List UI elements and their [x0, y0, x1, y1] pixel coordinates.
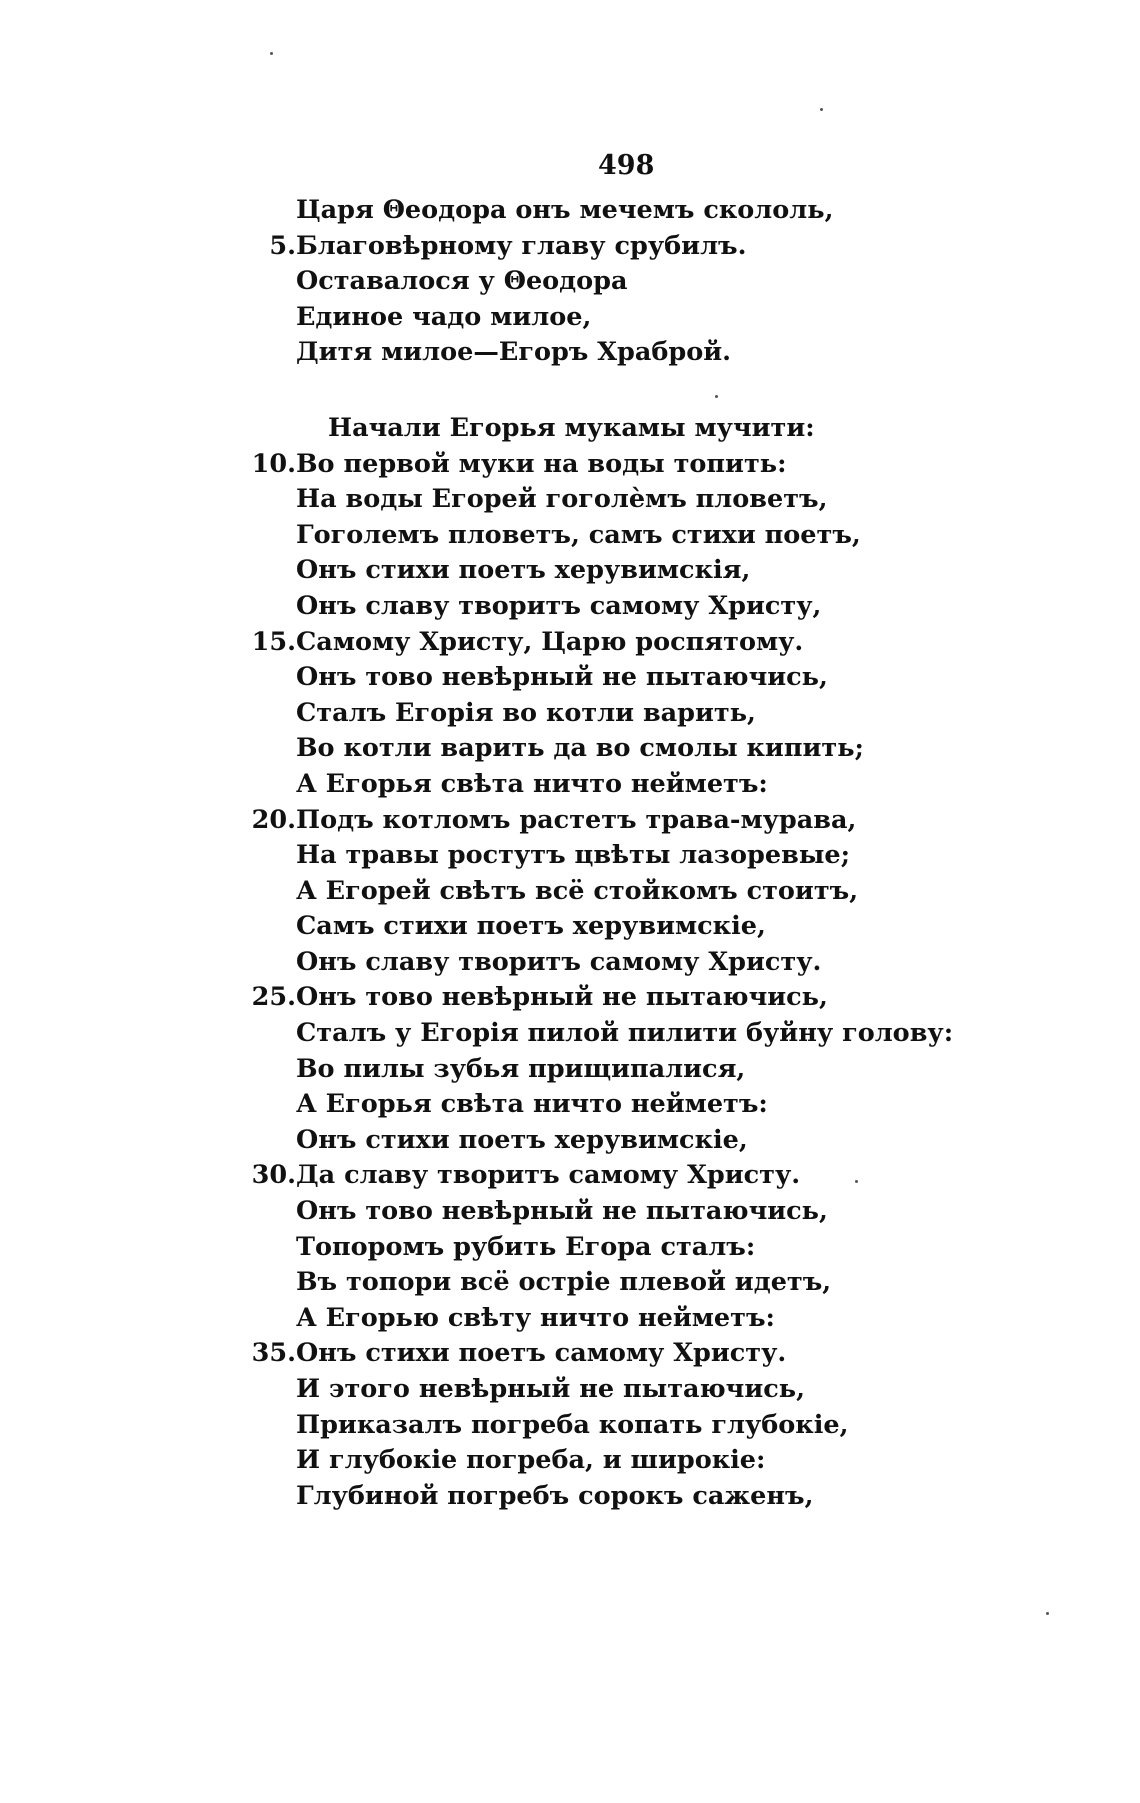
verse-line [0, 229, 1140, 265]
verse-text: Глубиной погребъ сорокъ саженъ, [296, 1480, 814, 1511]
verse-text: Гоголемъ пловетъ, самъ стихи поетъ, [296, 519, 861, 550]
verse-text: На воды Егорей гоголѐмъ пловетъ, [296, 484, 828, 515]
verse-text: Онъ тово невѣрный не пытаючись, [296, 662, 828, 693]
verse-line [0, 1087, 1140, 1123]
verse-line [0, 447, 1140, 483]
verse-text: Да славу творитъ самому Христу. [296, 1160, 801, 1191]
verse-text: Въ топори всё остріе плевой идетъ, [296, 1267, 832, 1298]
verse-line [0, 838, 1140, 874]
page-number: 498 [598, 150, 655, 181]
verse-text: И глубокіе погреба, и широкіе: [296, 1445, 766, 1476]
verse-line [0, 589, 1140, 625]
verse-text: Начали Егорья мукамы мучити: [328, 412, 815, 443]
verse-line [0, 1443, 1140, 1479]
verse-line [0, 264, 1140, 300]
verse-text: Оставалося у Θеодора [296, 266, 628, 297]
verse-line [0, 1052, 1140, 1088]
verse-line [0, 1230, 1140, 1266]
line-number: 15. [251, 626, 296, 657]
verse-text: Сталъ Егорія во котли варить, [296, 697, 756, 728]
verse-text: Дитя милое—Егоръ Храброй. [296, 337, 731, 368]
verse-line [0, 909, 1140, 945]
poem [0, 193, 1140, 1514]
verse-line [0, 300, 1140, 336]
verse-line [0, 1265, 1140, 1301]
verse-text: Онъ тово невѣрный не пытаючись, [296, 1196, 828, 1227]
verse-text: Сталъ у Егорія пилой пилити буйну голову: [296, 1018, 954, 1049]
verse-text: Самъ стихи поетъ херувимскіе, [296, 911, 766, 942]
verse-line [0, 1194, 1140, 1230]
verse-line [0, 1408, 1140, 1444]
verse-line [0, 696, 1140, 732]
verse-text: А Егорья свѣта ничто нейметъ: [296, 768, 768, 799]
verse-text: Онъ стихи поетъ херувимскія, [296, 555, 751, 586]
verse-text: Онъ славу творитъ самому Христу, [296, 590, 822, 621]
verse-line [0, 1123, 1140, 1159]
scan-speck [270, 52, 273, 55]
verse-line [0, 411, 1140, 447]
verse-line [0, 945, 1140, 981]
verse-text: Во первой муки на воды топить: [296, 448, 787, 479]
verse-line [0, 625, 1140, 661]
verse-text: Топоромъ рубить Егора сталъ: [296, 1231, 756, 1262]
verse-line [0, 803, 1140, 839]
verse-line [0, 1336, 1140, 1372]
line-number: 25. [251, 982, 296, 1013]
verse-line [0, 1372, 1140, 1408]
scan-speck [715, 395, 718, 398]
verse-line [0, 660, 1140, 696]
verse-line [0, 335, 1140, 371]
line-number: 10. [251, 448, 296, 479]
verse-text: Онъ стихи поетъ самому Христу. [296, 1338, 787, 1369]
verse-text: Во котли варить да во смолы кипить; [296, 733, 864, 764]
line-number: 35. [251, 1338, 296, 1369]
verse-text: Единое чадо милое, [296, 301, 592, 332]
verse-line [0, 1016, 1140, 1052]
verse-text: Благовѣрному главу срубилъ. [296, 230, 747, 261]
scan-speck [820, 108, 823, 111]
verse-text: Онъ славу творитъ самому Христу. [296, 946, 822, 977]
verse-line [0, 980, 1140, 1016]
verse-line [0, 518, 1140, 554]
verse-text: Онъ стихи поетъ херувимскіе, [296, 1124, 748, 1155]
line-number: 5. [269, 230, 296, 261]
verse-text: Во пилы зубья прищипалися, [296, 1053, 746, 1084]
verse-text: Приказалъ погреба копать глубокіе, [296, 1409, 849, 1440]
verse-text: А Егорей свѣтъ всё стойкомъ стоитъ, [296, 875, 859, 906]
verse-text: А Егорью свѣту ничто нейметъ: [296, 1302, 775, 1333]
verse-line [0, 482, 1140, 518]
stanza-break [0, 371, 1140, 411]
verse-text: Онъ тово невѣрный не пытаючись, [296, 982, 828, 1013]
verse-line [0, 1479, 1140, 1515]
verse-line [0, 1158, 1140, 1194]
verse-line [0, 874, 1140, 910]
scan-speck [855, 1180, 858, 1183]
verse-line [0, 767, 1140, 803]
verse-line [0, 731, 1140, 767]
verse-text: И этого невѣрный не пытаючись, [296, 1374, 805, 1404]
verse-line [0, 1301, 1140, 1337]
verse-text: На травы ростутъ цвѣты лазоревые; [296, 840, 851, 871]
verse-text: Подъ котломъ растетъ трава-мурава, [296, 804, 857, 835]
verse-text: А Егорья свѣта ничто нейметъ: [296, 1089, 768, 1120]
verse-line [0, 193, 1140, 229]
verse-text: Самому Христу, Царю роспятому. [296, 626, 804, 657]
scan-speck [1046, 1612, 1049, 1615]
line-number: 20. [251, 804, 296, 835]
verse-line [0, 553, 1140, 589]
verse-text: Царя Θеодора онъ мечемъ скололь, [296, 195, 834, 225]
line-number: 30. [251, 1160, 296, 1191]
